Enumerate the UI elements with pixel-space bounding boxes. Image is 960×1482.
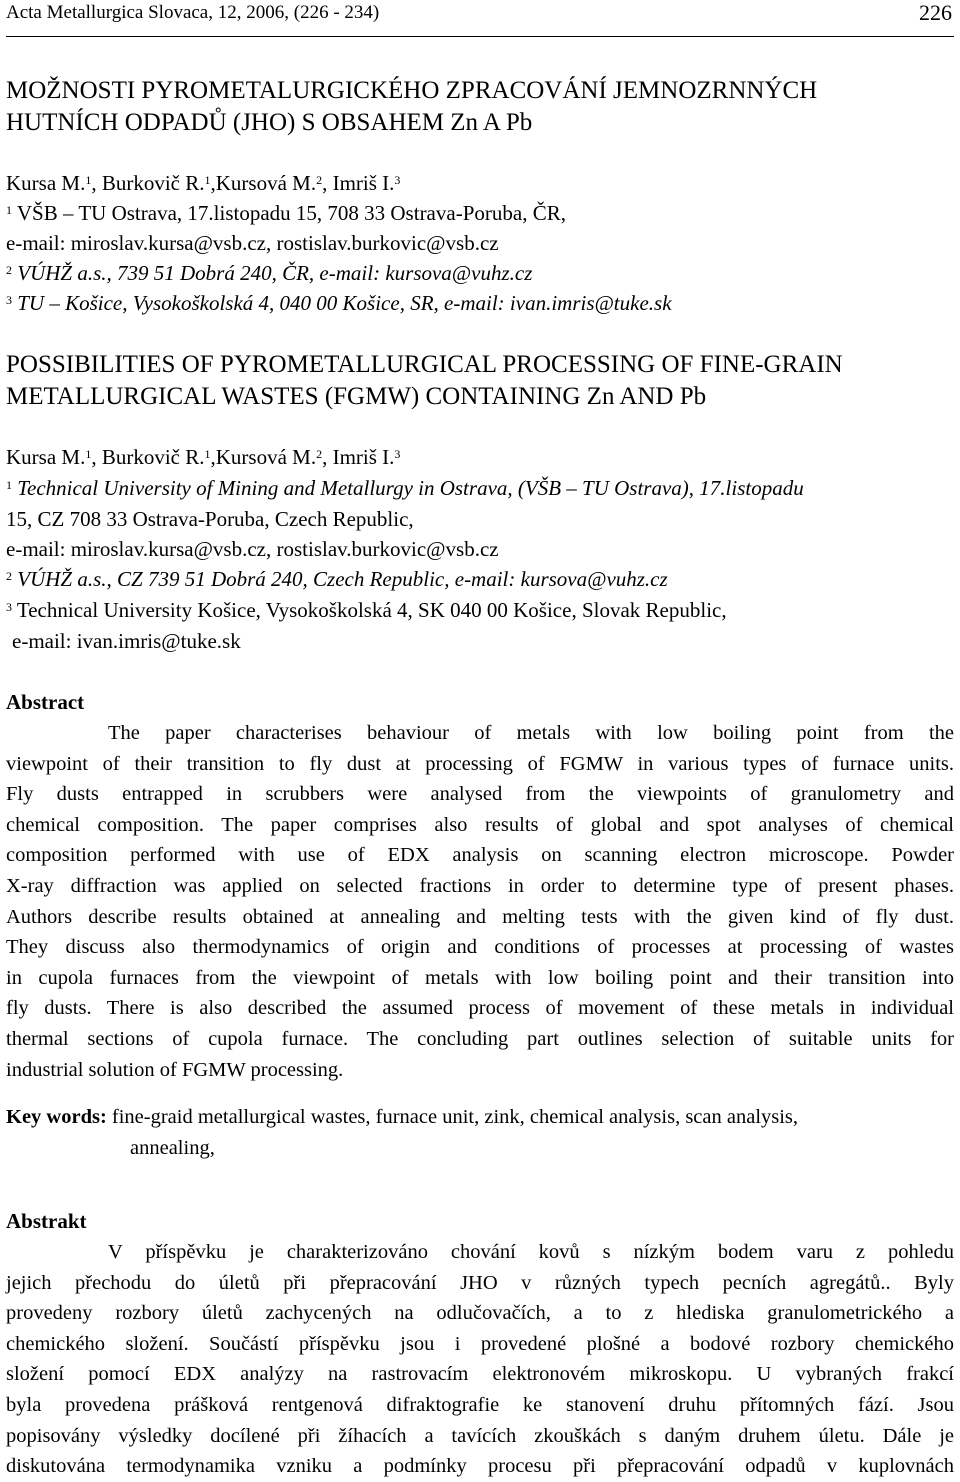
- affil-cz-line1: [6, 198, 566, 228]
- abstract-line: chemical composition. The paper comprises also results of global and spot analyses of chemical: [6, 813, 954, 836]
- abstract-line: The paper characterises behaviour of metals with low boiling point from the: [108, 722, 954, 744]
- author-superscript: 1: [85, 173, 92, 187]
- affil-en-line6: e-mail: ivan.imris@tuke.sk: [12, 629, 241, 653]
- author-name: ,Kursová M.: [210, 171, 317, 195]
- abstract-line: X-ray diffraction was applied on selected fractions in order to determine type of present phases.: [6, 874, 954, 897]
- title-en-line2: METALLURGICAL WASTES (FGMW) CONTAINING Zn AND Pb: [6, 383, 707, 410]
- author-name: , Imriš I.: [322, 171, 395, 195]
- author-name: , Imriš I.: [322, 445, 395, 469]
- abstract-heading: Abstract: [6, 690, 85, 714]
- affil-number: 2: [6, 263, 12, 277]
- affil-number: 3: [6, 293, 12, 307]
- abstrakt-line: byla provedena prášková rentgenová difraktografie ke stanovení druhu přítomných fází. Jsou: [6, 1393, 954, 1416]
- abstrakt-line: provedeny rozbory úletů zachycených na odlučovačích, a to z hlediska granulometrického a: [6, 1302, 954, 1325]
- affil-text: VÚHŽ a.s., CZ 739 51 Dobrá 240, Czech Republic, e-mail: kursova@vuhz.cz: [17, 567, 668, 591]
- author-name: Kursa M.: [6, 445, 86, 469]
- abstract-line: in cupola furnaces from the viewpoint of metals with low boiling point and their transition into: [6, 966, 954, 989]
- header-rule: [6, 36, 954, 37]
- affil-cz-line4: [6, 288, 672, 318]
- affil-number: 3: [6, 600, 12, 614]
- affil-en-line1: [6, 473, 804, 503]
- title-cz-line1: MOŽNOSTI PYROMETALURGICKÉHO ZPRACOVÁNÍ JEMNOZRNNÝCH: [6, 77, 818, 104]
- authors-en: [6, 442, 400, 472]
- affil-cz-line2: e-mail: miroslav.kursa@vsb.cz, rostislav.burkovic@vsb.cz: [6, 231, 499, 255]
- author-name: Kursa M.: [6, 171, 86, 195]
- abstrakt-line: jejich přechodu do úletů při přepracování JHO v různých typech pecních agregátů.. Byly: [6, 1271, 954, 1294]
- abstract-line: fly dusts. There is also described the assumed process of movement of these metals in individual: [6, 997, 954, 1020]
- affil-text: VÚHŽ a.s., 739 51 Dobrá 240, ČR, e-mail: kursova@vuhz.cz: [17, 261, 533, 285]
- affil-en-line4: [6, 564, 668, 594]
- author-name: ,Kursová M.: [210, 445, 317, 469]
- author-superscript: 3: [394, 173, 401, 187]
- abstrakt-heading: Abstrakt: [6, 1209, 87, 1233]
- affil-cz-line3: [6, 258, 532, 288]
- page-number: 226: [919, 0, 952, 25]
- affil-number: 1: [6, 203, 12, 217]
- affil-en-line3: e-mail: miroslav.kursa@vsb.cz, rostislav.burkovic@vsb.cz: [6, 537, 499, 561]
- affil-en-line5: [6, 595, 727, 625]
- abstrakt-line: V příspěvku je charakterizováno chování kovů s nízkým bodem varu z pohledu: [108, 1241, 954, 1263]
- affil-text: VŠB – TU Ostrava, 17.listopadu 15, 708 33 Ostrava-Poruba, ČR,: [16, 201, 566, 225]
- journal-citation: Acta Metallurgica Slovaca, 12, 2006, (226 - 234): [6, 2, 380, 23]
- abstrakt-line: chemického složení. Součástí příspěvku jsou i provedené plošné a bodové rozbory chemického: [6, 1332, 954, 1355]
- author-superscript: 2: [316, 173, 323, 187]
- keywords-text: fine-graid metallurgical wastes, furnace unit, zink, chemical analysis, scan analysis,: [106, 1106, 799, 1128]
- abstrakt-line: diskutována termodynamika vzniku a podmínky procesu při přepracování odpadů v kuplovnách: [6, 1455, 954, 1478]
- author-superscript: 2: [316, 447, 323, 461]
- abstract-line: industrial solution of FGMW processing.: [6, 1058, 344, 1081]
- author-name: , Burkovič R.: [91, 445, 205, 469]
- author-superscript: 1: [204, 447, 211, 461]
- abstract-line: Authors describe results obtained at annealing and melting tests with the given kind of fly dust.: [6, 905, 954, 928]
- affil-en-line2: 15, CZ 708 33 Ostrava-Poruba, Czech Republic,: [6, 507, 414, 531]
- affil-number: 1: [6, 478, 12, 492]
- abstract-line: Fly dusts entrapped in scrubbers were analysed from the viewpoints of granulometry and: [6, 783, 954, 806]
- title-en-line1: POSSIBILITIES OF PYROMETALLURGICAL PROCESSING OF FINE-GRAIN: [6, 351, 843, 378]
- authors-cz: [6, 168, 400, 198]
- abstract-line: composition performed with use of EDX analysis on scanning electron microscope. Powder: [6, 844, 954, 867]
- author-superscript: 1: [85, 447, 92, 461]
- affil-text: TU – Košice, Vysokoškolská 4, 040 00 Košice, SR, e-mail: ivan.imris@tuke.sk: [17, 291, 672, 315]
- keywords-line2: annealing,: [130, 1137, 215, 1159]
- affil-text: Technical University Košice, Vysokoškolská 4, SK 040 00 Košice, Slovak Republic,: [16, 598, 727, 622]
- abstract-line: They discuss also thermodynamics of origin and conditions of processes at processing of wastes: [6, 936, 954, 959]
- keywords-line1: [6, 1102, 798, 1132]
- author-superscript: 1: [204, 173, 211, 187]
- affil-number: 2: [6, 569, 12, 583]
- abstrakt-body: [6, 1237, 954, 1482]
- abstrakt-line: popisovány výsledky docílené při žíhacích a tavících zkouškách s daným druhem úletu. Dále je: [6, 1424, 954, 1447]
- author-superscript: 3: [394, 447, 401, 461]
- author-name: , Burkovič R.: [91, 171, 205, 195]
- affil-text: Technical University of Mining and Metallurgy in Ostrava, (VŠB – TU Ostrava), 17.listopadu: [17, 476, 804, 500]
- abstrakt-line: složení pomocí EDX analýzy na rastrovacím elektronovém mikroskopu. U vybraných frakcí: [6, 1363, 954, 1386]
- abstract-line: viewpoint of their transition to fly dust at processing of FGMW in various types of furnace units.: [6, 752, 954, 775]
- title-cz-line2: HUTNÍCH ODPADŮ (JHO) S OBSAHEM Zn A Pb: [6, 109, 533, 136]
- abstract-body: [6, 718, 954, 1085]
- keywords-label: Key words:: [6, 1106, 107, 1128]
- abstract-line: thermal sections of cupola furnace. The concluding part outlines selection of suitable units for: [6, 1027, 954, 1050]
